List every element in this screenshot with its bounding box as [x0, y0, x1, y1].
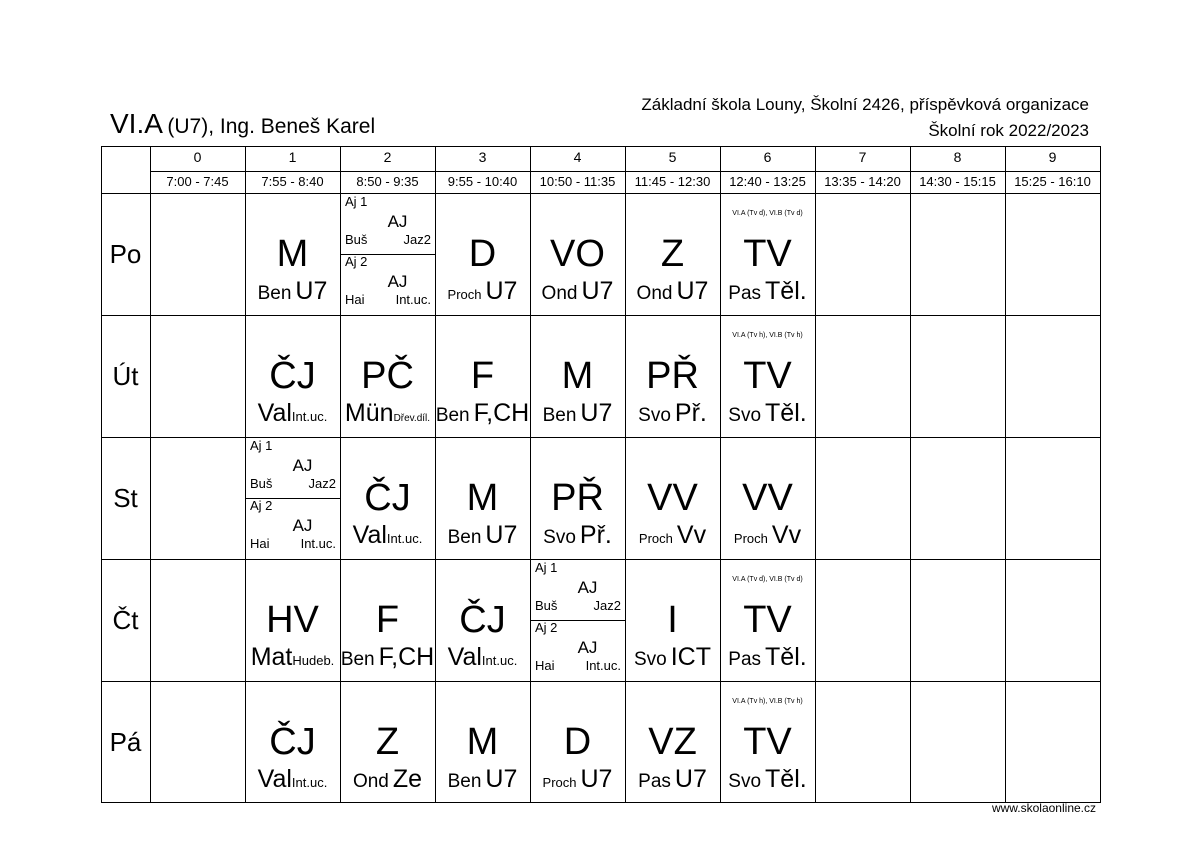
group-label: Aj 1 [250, 438, 273, 453]
lesson-details [245, 399, 340, 427]
lesson-teacher: Pas [728, 283, 762, 304]
lesson-subject[interactable]: HV [266, 599, 319, 641]
lesson-group-note: VI.A (Tv d), VI.B (Tv d) [732, 210, 803, 217]
lesson-subject[interactable]: TV [743, 355, 792, 397]
lesson-subject[interactable]: M [561, 355, 594, 397]
lesson-subject[interactable]: VV [742, 477, 793, 519]
lesson-room: U7 [485, 277, 518, 305]
period-time: 15:25 - 16:10 [1014, 174, 1091, 189]
period-time: 13:35 - 14:20 [824, 174, 901, 189]
class-title [110, 110, 375, 138]
lesson-details [720, 277, 815, 305]
period-number: 0 [193, 149, 202, 165]
period-number: 5 [668, 149, 677, 165]
lesson-room: U7 [485, 765, 518, 793]
lesson-teacher: Svo [728, 405, 762, 426]
lesson-details [245, 643, 340, 671]
grid-line-vertical [150, 146, 151, 803]
lesson-group-note: VI.A (Tv d), VI.B (Tv d) [732, 576, 803, 583]
grid-line-vertical [340, 146, 341, 803]
period-number: 8 [953, 149, 962, 165]
lesson-room: Př. [674, 399, 707, 427]
lesson-teacher: Mün [344, 399, 394, 427]
lesson-teacher: Pas [638, 771, 671, 792]
lesson-subject[interactable]: PŘ [551, 477, 604, 519]
lesson-subject[interactable]: Z [375, 721, 400, 763]
lesson-teacher: Ben [542, 405, 577, 426]
lesson-teacher: Ben [340, 649, 375, 670]
lesson-subject[interactable]: PŘ [646, 355, 699, 397]
lesson-room: U7 [676, 277, 709, 305]
lesson-subject[interactable]: M [276, 233, 309, 275]
lesson-subject[interactable]: D [563, 721, 592, 763]
grid-line-vertical [1100, 146, 1101, 803]
lesson-subject[interactable]: ČJ [364, 477, 411, 519]
lesson-group-note: VI.A (Tv h), VI.B (Tv h) [732, 332, 803, 339]
group-room: Int.uc. [300, 536, 336, 551]
school-name: Základní škola Louny, Školní 2426, příspěvková organizace [641, 95, 1089, 114]
lesson-room: Př. [579, 521, 612, 549]
lesson-subject[interactable]: VO [550, 233, 605, 275]
group-room: Jaz2 [308, 476, 336, 491]
group-room: Jaz2 [593, 598, 621, 613]
lesson-room: ICT [670, 643, 712, 671]
grid-line-horizontal [101, 802, 1101, 803]
lesson-details [530, 521, 625, 549]
lesson-room: U7 [485, 521, 518, 549]
lesson-subject[interactable]: ČJ [269, 721, 316, 763]
lesson-details [625, 765, 720, 793]
lesson-teacher: Svo [728, 771, 762, 792]
lesson-room: Těl. [765, 277, 807, 305]
group-label: Aj 2 [250, 498, 273, 513]
lesson-teacher: Ben [447, 771, 482, 792]
group-label: Aj 2 [345, 254, 368, 269]
lesson-details [720, 765, 815, 793]
lesson-teacher: Proch [542, 775, 577, 790]
day-label: Pá [109, 727, 142, 757]
lesson-details [720, 521, 815, 549]
lesson-subject[interactable]: TV [743, 233, 792, 275]
lesson-teacher: Svo [633, 649, 667, 670]
footer-url: www.skolaonline.cz [991, 801, 1096, 815]
lesson-details [435, 399, 530, 427]
lesson-teacher: Val [257, 765, 292, 793]
lesson-details [530, 277, 625, 305]
lesson-room: Vv [676, 521, 707, 549]
lesson-room: Vv [771, 521, 802, 549]
period-number: 1 [288, 149, 297, 165]
group-teacher: Hai [250, 536, 270, 551]
grid-line-vertical [910, 146, 911, 803]
home-room-teacher: (U7), Ing. Beneš Karel [167, 115, 376, 138]
lesson-room: Int.uc. [386, 531, 423, 546]
lesson-details [435, 765, 530, 793]
grid-line-vertical [815, 146, 816, 803]
group-subject[interactable]: AJ [387, 272, 408, 291]
lesson-teacher: Ben [257, 283, 292, 304]
lesson-room: U7 [295, 277, 328, 305]
group-room: Jaz2 [403, 232, 431, 247]
lesson-subject[interactable]: PČ [361, 355, 414, 397]
lesson-details [340, 521, 435, 549]
lesson-details [245, 765, 340, 793]
group-subject[interactable]: AJ [577, 578, 598, 597]
lesson-details [720, 399, 815, 427]
lesson-teacher: Proch [638, 531, 673, 546]
lesson-room: Těl. [765, 765, 807, 793]
period-number: 6 [763, 149, 772, 165]
school-year: Školní rok 2022/2023 [928, 121, 1089, 140]
lesson-subject[interactable]: M [466, 721, 499, 763]
period-number: 7 [858, 149, 867, 165]
group-teacher: Buš [345, 232, 368, 247]
lesson-room: Int.uc. [291, 409, 328, 424]
day-label: Čt [112, 605, 139, 635]
day-label: Po [109, 239, 142, 269]
lesson-room: U7 [674, 765, 707, 793]
group-teacher: Hai [345, 292, 365, 307]
lesson-teacher: Mat [250, 643, 293, 671]
group-label: Aj 1 [535, 560, 558, 575]
lesson-details [340, 399, 435, 427]
day-label: St [113, 483, 138, 513]
lesson-details [435, 277, 530, 305]
lesson-room: Těl. [765, 643, 807, 671]
lesson-details [245, 277, 340, 305]
lesson-details [625, 399, 720, 427]
grid-line-horizontal [101, 559, 1101, 560]
lesson-teacher: Ben [435, 405, 470, 426]
period-number: 2 [383, 149, 392, 165]
lesson-room: U7 [580, 399, 613, 427]
lesson-subject[interactable]: Z [660, 233, 685, 275]
period-time: 14:30 - 15:15 [919, 174, 996, 189]
lesson-room: F,CH [378, 643, 435, 671]
group-subject[interactable]: AJ [387, 212, 408, 231]
lesson-subject[interactable]: TV [743, 721, 792, 763]
period-time: 9:55 - 10:40 [447, 174, 518, 189]
group-room: Int.uc. [395, 292, 431, 307]
lesson-subject[interactable]: ČJ [459, 599, 506, 641]
lesson-teacher: Val [257, 399, 292, 427]
lesson-details [530, 399, 625, 427]
lesson-room: Int.uc. [291, 775, 328, 790]
lesson-details [625, 277, 720, 305]
period-number: 9 [1048, 149, 1057, 165]
period-time: 7:55 - 8:40 [261, 174, 324, 189]
lesson-details [340, 765, 435, 793]
lesson-details [435, 521, 530, 549]
lesson-room: Hudeb. [292, 653, 335, 668]
lesson-teacher: Ond [541, 283, 578, 304]
lesson-details [625, 643, 720, 671]
lesson-subject[interactable]: I [667, 599, 678, 641]
period-time: 11:45 - 12:30 [634, 174, 711, 189]
lesson-teacher: Svo [638, 405, 671, 426]
grid-line-vertical [1005, 146, 1006, 803]
period-number: 3 [478, 149, 487, 165]
lesson-teacher: Ben [447, 527, 482, 548]
lesson-group-note: VI.A (Tv h), VI.B (Tv h) [732, 698, 803, 705]
lesson-details [340, 643, 435, 671]
lesson-teacher: Proch [733, 531, 768, 546]
group-teacher: Buš [535, 598, 558, 613]
period-time: 10:50 - 11:35 [539, 174, 616, 189]
lesson-details [625, 521, 720, 549]
lesson-subject[interactable]: M [466, 477, 499, 519]
group-label: Aj 1 [345, 194, 368, 209]
class-name: VI.A [110, 108, 163, 139]
group-subject[interactable]: AJ [292, 516, 313, 535]
lesson-details [720, 643, 815, 671]
lesson-room: Int.uc. [481, 653, 518, 668]
period-time: 12:40 - 13:25 [729, 174, 806, 189]
lesson-teacher: Val [447, 643, 482, 671]
group-subject[interactable]: AJ [292, 456, 313, 475]
lesson-subject[interactable]: VZ [648, 721, 697, 763]
group-teacher: Hai [535, 658, 555, 673]
lesson-details [530, 765, 625, 793]
period-number: 4 [573, 149, 582, 165]
period-time: 8:50 - 9:35 [356, 174, 419, 189]
period-time: 7:00 - 7:45 [166, 174, 229, 189]
lesson-teacher: Pas [728, 649, 762, 670]
group-teacher: Buš [250, 476, 273, 491]
grid-line-horizontal [101, 315, 1101, 316]
lesson-room: U7 [581, 277, 614, 305]
lesson-teacher: Ond [636, 283, 673, 304]
day-label: Út [112, 361, 139, 391]
lesson-subject[interactable]: F [375, 599, 400, 641]
grid-line-horizontal [101, 193, 1101, 194]
lesson-room: U7 [580, 765, 613, 793]
group-label: Aj 2 [535, 620, 558, 635]
grid-line-horizontal [101, 681, 1101, 682]
lesson-room: F,CH [473, 399, 530, 427]
lesson-subject[interactable]: ČJ [269, 355, 316, 397]
lesson-teacher: Val [352, 521, 387, 549]
lesson-room: Dřev.díl. [393, 413, 431, 424]
lesson-subject[interactable]: D [468, 233, 497, 275]
lesson-teacher: Svo [543, 527, 576, 548]
lesson-room: Těl. [765, 399, 807, 427]
lesson-subject[interactable]: VV [647, 477, 698, 519]
group-room: Int.uc. [585, 658, 621, 673]
lesson-details [435, 643, 530, 671]
lesson-teacher: Proch [447, 287, 482, 302]
group-subject[interactable]: AJ [577, 638, 598, 657]
lesson-teacher: Ond [352, 771, 389, 792]
lesson-room: Ze [392, 765, 423, 793]
lesson-subject[interactable]: F [470, 355, 495, 397]
lesson-subject[interactable]: TV [743, 599, 792, 641]
